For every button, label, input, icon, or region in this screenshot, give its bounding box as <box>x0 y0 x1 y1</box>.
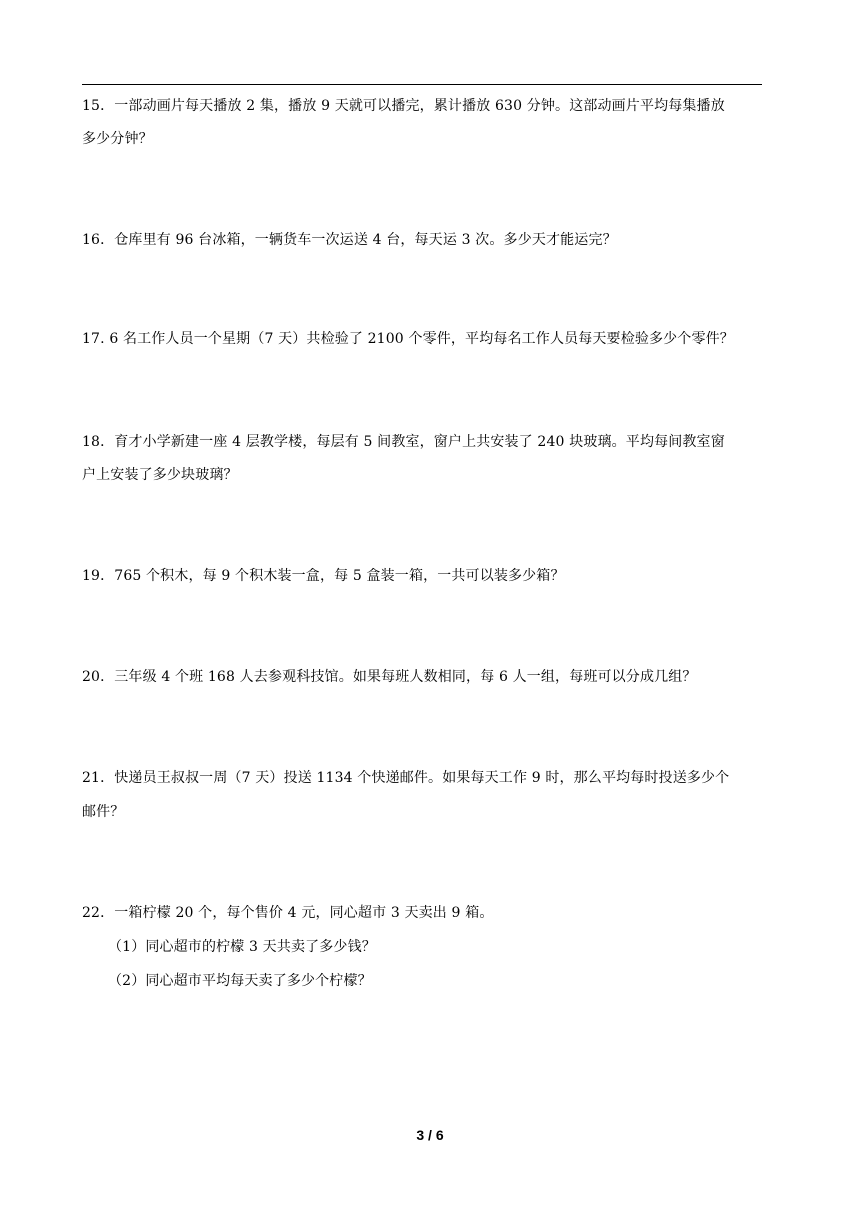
question-15-line-1: 15．一部动画片每天播放 2 集，播放 9 天就可以播完，累计播放 630 分钟。这部动画片平均每集播放 <box>82 98 725 114</box>
question-22-sub-2: （2）同心超市平均每天卖了多少个柠檬？ <box>108 973 372 989</box>
question-22-line-1: 22．一箱柠檬 20 个，每个售价 4 元，同心超市 3 天卖出 9 箱。 <box>82 905 494 921</box>
question-18-line-2: 户上安装了多少块玻璃？ <box>82 467 238 483</box>
page-number: 3 / 6 <box>416 1127 444 1143</box>
question-21-line-1: 21．快递员王叔叔一周（7 天）投送 1134 个快递邮件。如果每天工作 9 时，那么平均每时投送多少个 <box>82 770 730 786</box>
question-17-line-1: 17. 6 名工作人员一个星期（7 天）共检验了 2100 个零件，平均每名工作人员每天要检验多少个零件？ <box>82 331 734 347</box>
question-22-sub-1: （1）同心超市的柠檬 3 天共卖了多少钱？ <box>108 939 376 955</box>
question-15-line-2: 多少分钟？ <box>82 131 153 147</box>
question-19-line-1: 19．765 个积木，每 9 个积木装一盒，每 5 盒装一箱，一共可以装多少箱？ <box>82 568 565 584</box>
header-rule <box>82 84 762 85</box>
question-21-line-2: 邮件？ <box>82 804 125 820</box>
question-16-line-1: 16．仓库里有 96 台冰箱，一辆货车一次运送 4 台，每天运 3 次。多少天才能运完？ <box>82 232 617 248</box>
question-20-line-1: 20．三年级 4 个班 168 人去参观科技馆。如果每班人数相同，每 6 人一组，每班可以分成几组？ <box>82 669 697 685</box>
question-18-line-1: 18．育才小学新建一座 4 层教学楼，每层有 5 间教室，窗户上共安装了 240 块玻璃。平均每间教室窗 <box>82 434 725 450</box>
